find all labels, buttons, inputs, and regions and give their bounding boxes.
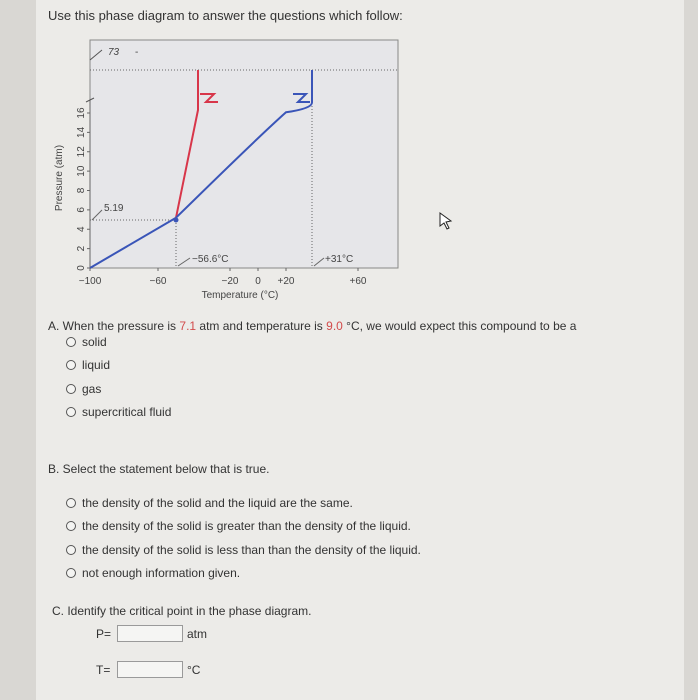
annot-31: +31°C: [325, 254, 354, 265]
radio-icon[interactable]: [66, 545, 76, 555]
qa-option-label: solid: [82, 335, 107, 349]
phase-diagram: [40, 28, 410, 308]
qa-temperature: 9.0: [326, 319, 343, 333]
annot-dash: -: [135, 47, 139, 58]
x-axis-label: Temperature (°C): [201, 290, 279, 301]
question-a-prompt: [48, 319, 576, 333]
qb-option-greater[interactable]: [66, 519, 411, 533]
triple-point: [174, 218, 179, 223]
qa-option-label: supercritical fluid: [82, 405, 172, 419]
y-tick-label: 6: [76, 207, 87, 213]
radio-icon[interactable]: [66, 521, 76, 531]
annot-519: 5.19: [104, 203, 124, 214]
plot-area: [90, 40, 398, 268]
qa-prompt-mid: atm and temperature is: [196, 319, 327, 333]
x-tick-label: 0: [255, 276, 261, 287]
x-tick-label: +20: [277, 276, 295, 287]
x-tick-label: −60: [149, 276, 167, 287]
radio-icon[interactable]: [66, 568, 76, 578]
y-tick-label: 0: [76, 265, 87, 271]
question-b-prompt: B. Select the statement below that is true.: [48, 462, 270, 476]
intro-text: Use this phase diagram to answer the questions which follow:: [48, 8, 403, 23]
qa-option-supercritical[interactable]: [66, 405, 171, 419]
qb-option-label: the density of the solid is less than than the density of the liquid.: [82, 543, 421, 557]
qa-option-label: gas: [82, 382, 102, 396]
qa-pressure: 7.1: [179, 319, 197, 333]
qa-option-label: liquid: [82, 358, 111, 372]
temperature-input[interactable]: [117, 661, 183, 678]
qa-option-solid[interactable]: [66, 335, 107, 349]
qa-option-gas[interactable]: [66, 382, 101, 396]
t-unit: °C: [187, 663, 201, 677]
x-tick-label: −20: [221, 276, 239, 287]
t-label: T=: [96, 663, 111, 677]
qb-option-same[interactable]: [66, 496, 353, 510]
qb-option-not-enough[interactable]: [66, 566, 240, 580]
radio-icon[interactable]: [66, 384, 76, 394]
y-tick-label: 10: [76, 165, 87, 177]
x-tick-label: +60: [349, 276, 367, 287]
qa-option-liquid[interactable]: [66, 358, 110, 372]
radio-icon[interactable]: [66, 498, 76, 508]
mouse-cursor-icon: [439, 212, 453, 230]
annot-566: −56.6°C: [192, 254, 229, 265]
qa-prompt-pre: A. When the pressure is: [48, 319, 180, 333]
annot-73: 73: [108, 47, 120, 58]
radio-icon[interactable]: [66, 337, 76, 347]
y-tick-label: 4: [76, 226, 87, 233]
question-c-prompt: C. Identify the critical point in the phase diagram.: [52, 604, 312, 618]
qb-option-label: not enough information given.: [82, 566, 241, 580]
qb-option-label: the density of the solid and the liquid are the same.: [82, 496, 353, 510]
x-tick-label: −100: [78, 276, 102, 287]
radio-icon[interactable]: [66, 360, 76, 370]
radio-icon[interactable]: [66, 407, 76, 417]
y-tick-label: 12: [76, 146, 87, 158]
qa-prompt-post: °C, we would expect this compound to be a: [342, 319, 577, 333]
pressure-input[interactable]: [117, 625, 183, 642]
p-unit: atm: [187, 627, 208, 641]
y-axis-label: Pressure (atm): [54, 144, 65, 212]
y-tick-label: 16: [76, 107, 87, 119]
y-tick-label: 14: [76, 126, 87, 138]
qb-option-less[interactable]: [66, 543, 421, 557]
qb-option-label: the density of the solid is greater than the density of the liquid.: [82, 519, 411, 533]
y-tick-label: 2: [76, 245, 87, 252]
y-tick-label: 8: [76, 187, 87, 194]
p-label: P=: [96, 627, 112, 641]
